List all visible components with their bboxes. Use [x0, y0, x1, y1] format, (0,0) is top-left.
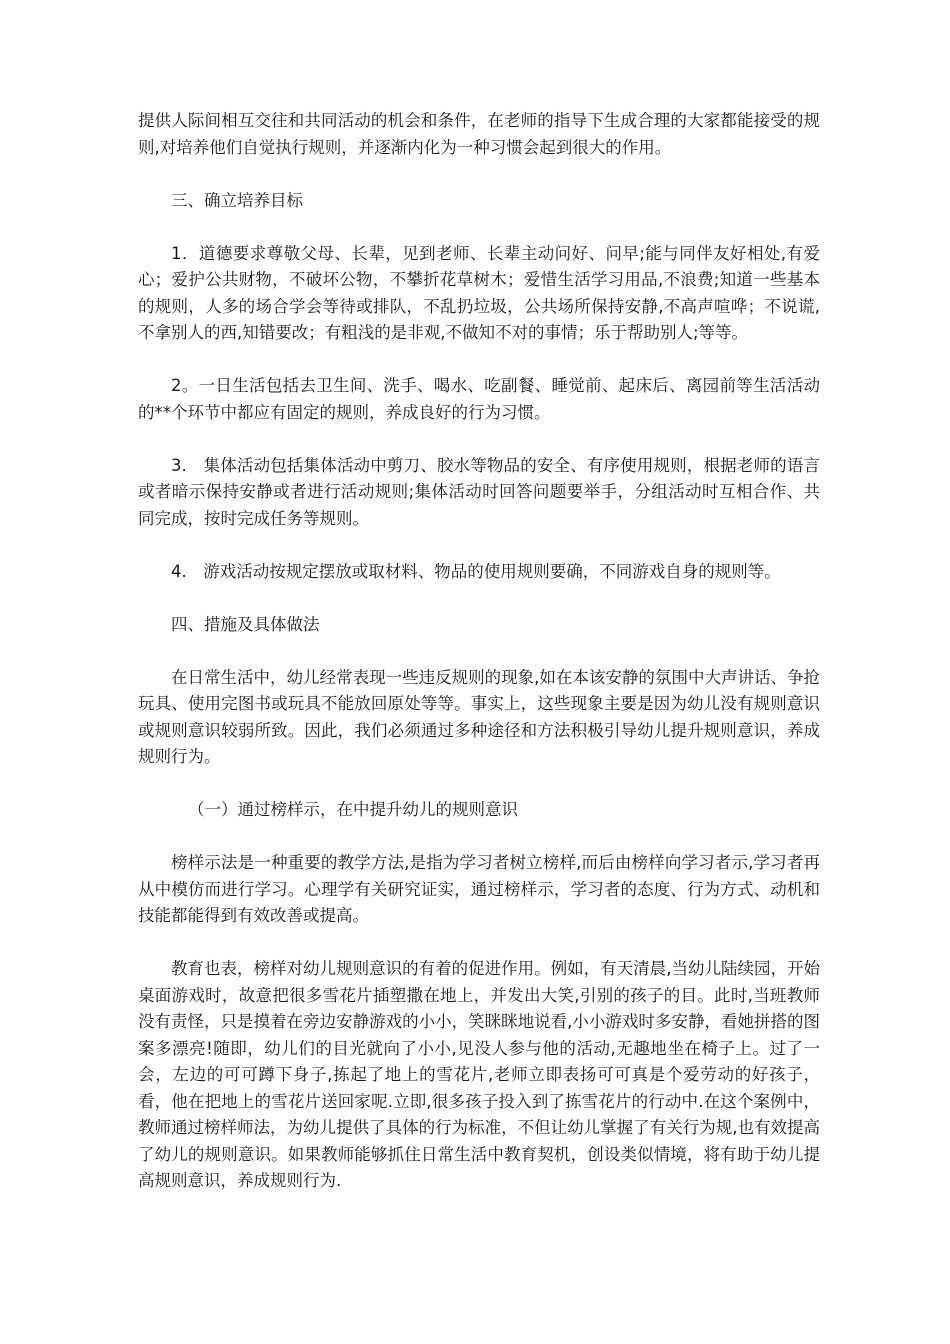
goal-item-4-game-activity: 4. 游戏活动按规定摆放或取材料、物品的使用规则要确，不同游戏自身的规则等。 [171, 561, 781, 581]
goal-item-1-moral: 1．道德要求尊敬父母、长辈，见到老师、长辈主动问好、问早;能与同伴友好相处,有爱心；爱护公共财物，不破坏公物，不攀折花草树木；爱惜生活学习用品,不浪费;知道一些基本的规则，人多的场合学会等待或排队，不乱扔垃圾，公共场所保持安静,不高声喧哗；不说谎,不拿别人的西,知错要改；有粗浅的是非观,不做知不对的事情；乐于帮助别人;等等。 [138, 243, 820, 342]
section-heading-measures: 四、措施及具体做法 [171, 614, 320, 634]
subsection-heading-role-model: （一）通过榜样示，在中提升幼儿的规则意识 [188, 800, 518, 819]
goal-item-3-group-activity: 3. 集体活动包括集体活动中剪刀、胶水等物品的安全、有序使用规则，根据老师的语言或者暗示保持安静或者进行活动规则;集体活动时回答问题要举手，分组活动时互相合作、共同完成，按时完成任务等规则。 [138, 455, 820, 528]
paragraph-case-example: 教育也表，榜样对幼儿规则意识的有着的促进作用。例如，有天清晨,当幼儿陆续园，开始桌面游戏时，故意把很多雪花片插塑撒在地上，并发出大笑,引别的孩子的目。此时,当班教师没有责怪，只是摸着在旁边安静游戏的小小，笑眯眯地说看,小小游戏时多安静，看她拼搭的图案多漂亮!随即，幼儿们的目光就向了小小,见没人参与他的活动,无趣地坐在椅子上。过了一会，左边的可可蹲下身子,拣起了地上的雪花片,老师立即表扬可可真是个爱劳动的好孩子，看，他在把地上的雪花片送回家呢.立即,很多孩子投入到了拣雪花片的行动中.在这个案例中，教师通过榜样师法，为幼儿提供了具体的行为标准，不但让幼儿掌握了有关行为规,也有效提高了幼儿的规则意识。如果教师能够抓住日常生活中教育契机，创设类似情境，将有助于幼儿提高规则意识，养成规则行为. [138, 959, 820, 1190]
paragraph-intro-continuation: 提供人际间相互交往和共同活动的机会和条件，在老师的指导下生成合理的大家都能接受的规则,对培养他们自觉执行规则，并逐渐内化为一种习惯会起到很大的作用。 [138, 111, 820, 157]
paragraph-role-model-method: 榜样示法是一种重要的教学方法,是指为学习者树立榜样,而后由榜样向学习者示,学习者再从中模仿而进行学习。心理学有关研究证实，通过榜样示，学习者的态度、行为方式、动机和技能都能得到有效改善或提高。 [138, 853, 820, 925]
section-heading-goals: 三、确立培养目标 [171, 190, 303, 210]
goal-item-2-daily-life: 2。一日生活包括去卫生间、洗手、喝水、吃副餐、睡觉前、起床后、离园前等生活活动的**个环节中都应有固定的规则，养成良好的行为习惯。 [138, 376, 820, 422]
paragraph-daily-life-issues: 在日常生活中，幼儿经常表现一些违反规则的现象,如在本该安静的氛围中大声讲话、争抢玩具、使用完图书或玩具不能放回原处等等。事实上，这些现象主要是因为幼儿没有规则意识或规则意识较弱所致。因此，我们必须通过多种途径和方法积极引导幼儿提升规则意识，养成规则行为。 [138, 667, 820, 766]
document-body [138, 108, 820, 1221]
